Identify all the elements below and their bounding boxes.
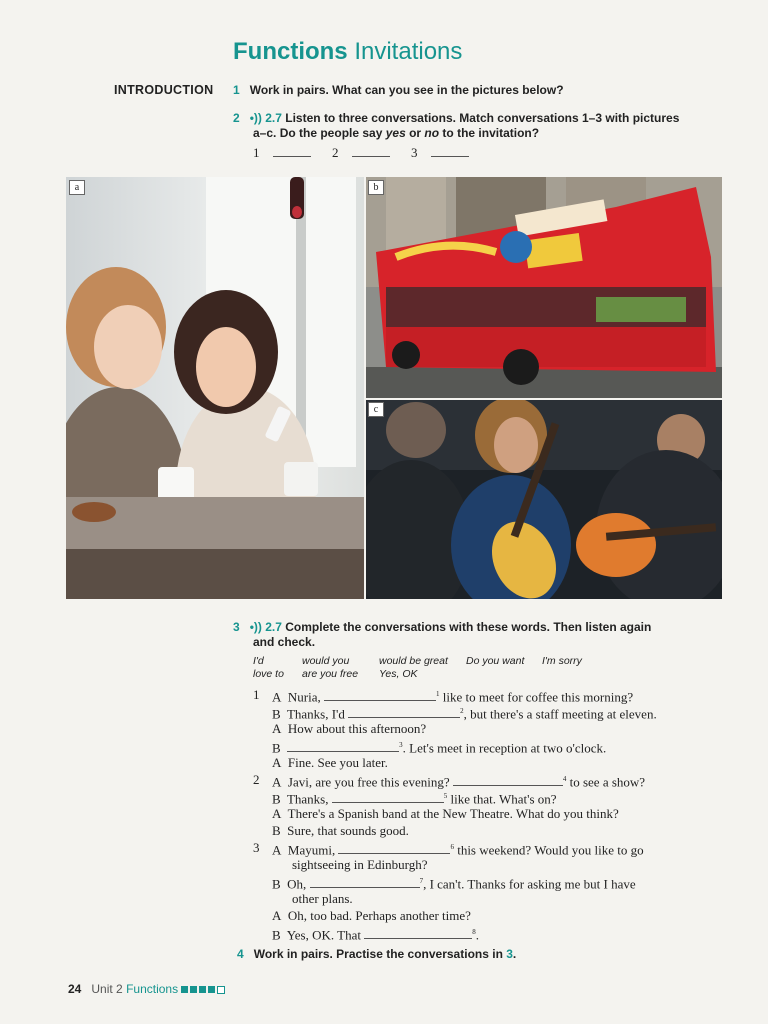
gap-number: 6: [450, 843, 454, 851]
dialogue-line: [272, 805, 619, 822]
line-text: Nuria,: [287, 689, 324, 705]
photo-cafe: [66, 177, 364, 599]
page-footer: [68, 982, 227, 996]
section-label: INTRODUCTION: [114, 83, 214, 97]
speaker: A: [272, 806, 282, 821]
answer-number: 3: [411, 145, 418, 160]
answer-blank[interactable]: [431, 145, 469, 157]
answer-number: 2: [332, 145, 339, 160]
exercise-2: [233, 111, 679, 141]
photo-bus: [366, 177, 722, 398]
dialogue-line-continued: sightseeing in Edinburgh?: [292, 857, 428, 872]
line-text: to see a show?: [566, 774, 646, 790]
line-text: Fine. See you later.: [287, 755, 388, 770]
speaker: A: [272, 774, 282, 790]
word-option: would you: [302, 655, 350, 667]
speaker: B: [272, 740, 281, 756]
exercise-number: 1: [233, 83, 240, 97]
speaker: A: [272, 689, 282, 705]
gap-blank[interactable]: [324, 689, 436, 701]
exercise-3: [233, 620, 651, 650]
conversation-number: 2: [253, 772, 260, 787]
exercise-number: 2: [233, 111, 240, 125]
gap-blank[interactable]: [332, 791, 444, 803]
exercise-3-line1: Complete the conversations with these words. Then listen again: [285, 620, 652, 634]
word-option: love to: [253, 668, 284, 680]
line-text: .: [475, 927, 479, 943]
gap-blank[interactable]: [348, 706, 460, 718]
unit-label: Unit 2: [91, 982, 123, 996]
line-text: this weekend? Would you like to go: [453, 842, 644, 858]
dialogue-line: [272, 822, 409, 839]
speaker: B: [272, 927, 281, 943]
audio-track: •)) 2.7: [249, 620, 282, 634]
title-bold: Functions: [233, 38, 348, 65]
word-box: [253, 655, 613, 685]
progress-squares: [181, 982, 227, 996]
punctuation: .: [512, 947, 517, 961]
word-option: I'm sorry: [542, 655, 582, 667]
exercise-2-line2b: to the invitation?: [439, 126, 540, 140]
exercise-3-line2: and check.: [253, 635, 316, 649]
exercise-number: 4: [237, 947, 244, 961]
line-text: Yes, OK. That: [286, 927, 365, 943]
dialogue-line: [272, 720, 426, 737]
gap-blank[interactable]: [310, 876, 420, 888]
line-text: Thanks, I'd: [286, 706, 349, 722]
conversation-number: 1: [253, 687, 260, 702]
gap-blank[interactable]: [364, 927, 472, 939]
picture-label-b: b: [368, 180, 384, 195]
line-text: like that. What's on?: [447, 791, 557, 807]
gap-blank[interactable]: [453, 774, 563, 786]
word-option: I'd: [253, 655, 264, 667]
or-word: or: [405, 126, 425, 140]
footer-section: Functions: [126, 982, 179, 996]
filled-square-icon: [208, 986, 215, 993]
speaker: A: [272, 755, 282, 770]
answer-number: 1: [253, 145, 260, 160]
line-text: Oh, too bad. Perhaps another time?: [287, 908, 471, 923]
dialogue-line-continued: other plans.: [292, 891, 353, 906]
line-text: like to meet for coffee this morning?: [439, 689, 634, 705]
speaker: B: [272, 876, 281, 892]
dialogue-line: [272, 924, 479, 943]
no-word: no: [424, 126, 440, 140]
filled-square-icon: [181, 986, 188, 993]
exercise-4-text: Work in pairs. Practise the conversations in: [253, 947, 507, 961]
speaker: B: [272, 706, 281, 722]
line-text: How about this afternoon?: [287, 721, 427, 736]
line-text: Oh,: [287, 876, 310, 892]
speaker: A: [272, 842, 282, 858]
speaker: B: [272, 823, 281, 838]
dialogue-line: [272, 754, 388, 771]
exercise-2-line2a: a–c. Do the people say: [253, 126, 386, 140]
gap-number: 3: [399, 741, 403, 749]
speaker: A: [272, 721, 282, 736]
picture-label-a: a: [69, 180, 85, 195]
gap-number: 1: [436, 690, 440, 698]
exercise-number: 3: [233, 620, 240, 634]
title-light: Invitations: [354, 38, 463, 65]
speaker: B: [272, 791, 281, 807]
answer-blank[interactable]: [273, 145, 311, 157]
gap-blank[interactable]: [287, 740, 399, 752]
word-option: are you free: [302, 668, 359, 680]
exercise-4: [237, 947, 516, 962]
exercise-2-line1: Listen to three conversations. Match conversations 1–3 with pictures: [285, 111, 680, 125]
audio-track: •)) 2.7: [249, 111, 282, 125]
word-option: Do you want: [466, 655, 525, 667]
empty-square-icon: [217, 986, 225, 994]
exercise-1: [233, 83, 564, 98]
line-text: Javi, are you free this evening?: [287, 774, 453, 790]
word-option: Yes, OK: [379, 668, 418, 680]
exercise-1-text: Work in pairs. What can you see in the pictures below?: [249, 83, 564, 97]
yes-word: yes: [385, 126, 406, 140]
conversation-number: 3: [253, 840, 260, 855]
line-text: Thanks,: [286, 791, 332, 807]
line-text: , I can't. Thanks for asking me but I have: [423, 876, 636, 892]
gap-number: 5: [443, 792, 448, 800]
line-text: There's a Spanish band at the New Theatre. What do you think?: [287, 806, 619, 821]
filled-square-icon: [190, 986, 197, 993]
gap-blank[interactable]: [338, 842, 450, 854]
photo-guitarists: [366, 400, 722, 599]
line-text: Sure, that sounds good.: [287, 823, 409, 838]
exercise-reference: 3: [506, 947, 513, 961]
line-text: . Let's meet in reception at two o'clock.: [402, 740, 607, 756]
word-option: would be great: [379, 655, 448, 667]
dialogue-line: [272, 907, 471, 924]
filled-square-icon: [199, 986, 206, 993]
line-text: Mayumi,: [287, 842, 339, 858]
picture-label-c: c: [368, 402, 384, 417]
gap-number: 2: [460, 707, 464, 715]
page-title: [233, 38, 462, 66]
conversations: [253, 686, 723, 943]
page-number: 24: [68, 982, 82, 996]
gap-number: 7: [419, 877, 424, 885]
line-text: , but there's a staff meeting at eleven.: [463, 706, 657, 722]
speaker: A: [272, 908, 282, 923]
gap-number: 4: [562, 775, 567, 783]
answer-blanks: [253, 145, 469, 161]
answer-blank[interactable]: [352, 145, 390, 157]
gap-number: 8: [472, 928, 476, 936]
